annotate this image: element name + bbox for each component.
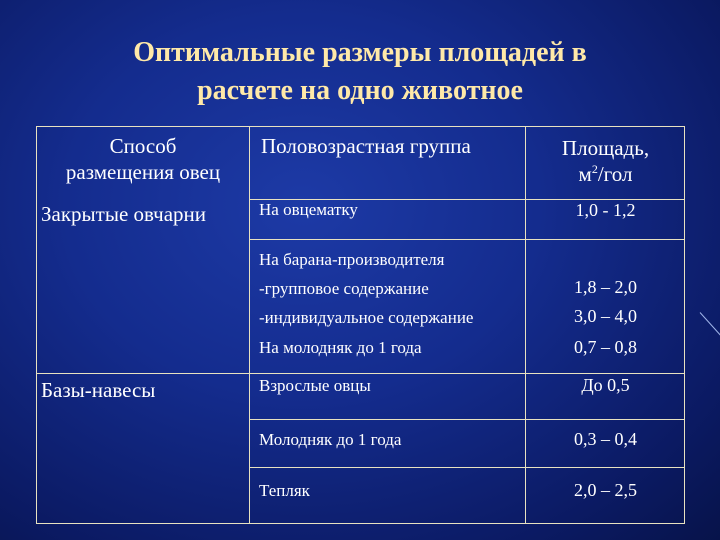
group-young-closed: На молодняк до 1 года: [259, 338, 422, 357]
area-ram-group: 1,8 – 2,0: [574, 277, 637, 297]
header-area-line-2: [525, 161, 686, 187]
header-method: [37, 133, 249, 185]
area-ram-individual: 3,0 – 4,0: [574, 306, 637, 326]
group-ram: [259, 245, 473, 332]
area-ram: [525, 273, 686, 331]
area-adult: До 0,5: [581, 375, 630, 395]
header-area-unit: м: [578, 162, 592, 186]
header-area: [525, 135, 686, 187]
row-divider: [249, 239, 684, 240]
area-young-closed: 0,7 – 0,8: [574, 337, 637, 357]
column-divider: [249, 127, 250, 523]
method-closed-barns: Закрытые овчарни: [41, 202, 206, 226]
area-young-sheds: 0,3 – 0,4: [574, 429, 637, 449]
group-ram-line-3: -индивидуальное содержание: [259, 308, 474, 327]
title-line-1: Оптимальные размеры площадей в: [133, 37, 587, 68]
header-method-line-2: размещения овец: [65, 160, 221, 184]
header-group: Половозрастная группа: [261, 134, 471, 158]
slide-title: [40, 34, 680, 110]
group-adult: Взрослые овцы: [259, 376, 371, 395]
area-ewe: 1,0 - 1,2: [575, 200, 636, 220]
title-line-2: расчете на одно животное: [197, 75, 523, 106]
group-ram-line-1: На барана-производителя: [259, 250, 445, 269]
group-warm-shed: Тепляк: [259, 481, 310, 500]
area-warm-shed: 2,0 – 2,5: [574, 480, 637, 500]
decorative-line: [700, 312, 720, 338]
header-method-line-1: Способ: [109, 134, 177, 158]
header-area-line-1: Площадь,: [561, 136, 650, 160]
method-sheds: Базы-навесы: [41, 378, 156, 402]
header-area-unit-power: 2: [591, 162, 598, 176]
row-divider: [249, 467, 684, 468]
row-divider: [249, 419, 684, 420]
area-table: [36, 126, 685, 524]
group-ewe: На овцематку: [259, 200, 358, 219]
group-ram-line-2: -групповое содержание: [259, 279, 429, 298]
group-young-sheds: Молодняк до 1 года: [259, 430, 402, 449]
header-area-unit-rest: /гол: [597, 162, 633, 186]
